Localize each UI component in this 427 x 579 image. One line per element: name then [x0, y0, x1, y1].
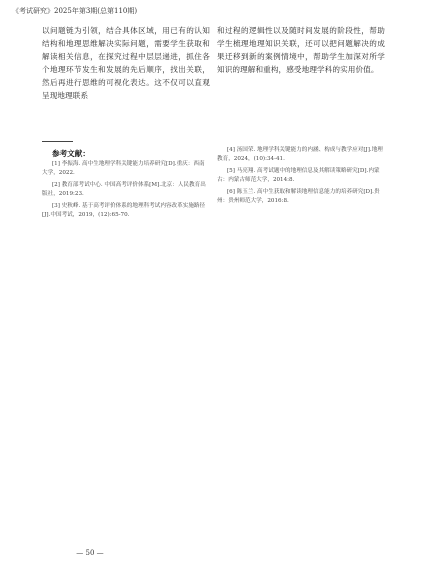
- reference-item-6: [6] 陈玉兰. 高中生获取和解读地理信息能力的培养研究[D].贵州：贵州师范大学，2016:8.: [217, 188, 380, 205]
- references-list-left: [42, 160, 210, 222]
- references-list-right: [217, 146, 385, 208]
- references-title: 参考文献：: [52, 149, 90, 158]
- page-number-value: 50: [85, 549, 95, 557]
- reference-item-5: [5] 马亮翔. 高考试题中的地理信息及其解读策略研究[D].内蒙古：内蒙古师范大学，2014:8.: [217, 167, 380, 184]
- body-paragraph-left: 以问题链为引领，结合具体区域，用已有的认知结构和地理思维解决实际问题，需要学生获取和解读相关信息，在探究过程中层层递进，抓住各个地理环节发生和发展的先后顺序，找出关联，然后再进行思维的可视化表达。这不仅可以直观呈现地理联系: [42, 26, 210, 100]
- reference-item-1: [1] 李振海. 高中生地理学科关键能力培养研究[D].重庆：西南大学，2022.: [42, 161, 205, 177]
- reference-item-3: [3] 史秋峰. 基于高考评价体系的地理科考试内容改革实施路径[J].中国考试，2019，(12):65-70.: [42, 202, 206, 219]
- journal-header: 《考试研究》2025年第3期(总第110期): [12, 7, 138, 15]
- references-divider: [42, 141, 73, 142]
- page-number: — 50 —: [76, 549, 104, 557]
- reference-item-2: [2] 教育部考试中心. 中国高考评价体系[M].北京：人民教育出版社，2019:23.: [42, 181, 206, 198]
- reference-item-4: [4] 汤国荣. 地理学科关键能力的内涵、构成与教学应对[J].地理教育，2024，(10):34-41.: [217, 147, 383, 163]
- body-paragraph-right: 和过程的逻辑性以及随时间发展的阶段性，帮助学生梳理地理知识关联，还可以把问题解决的成果迁移到新的案例情境中，帮助学生加深对所学知识的理解和重构，感受地理学科的实用价值。: [217, 26, 385, 74]
